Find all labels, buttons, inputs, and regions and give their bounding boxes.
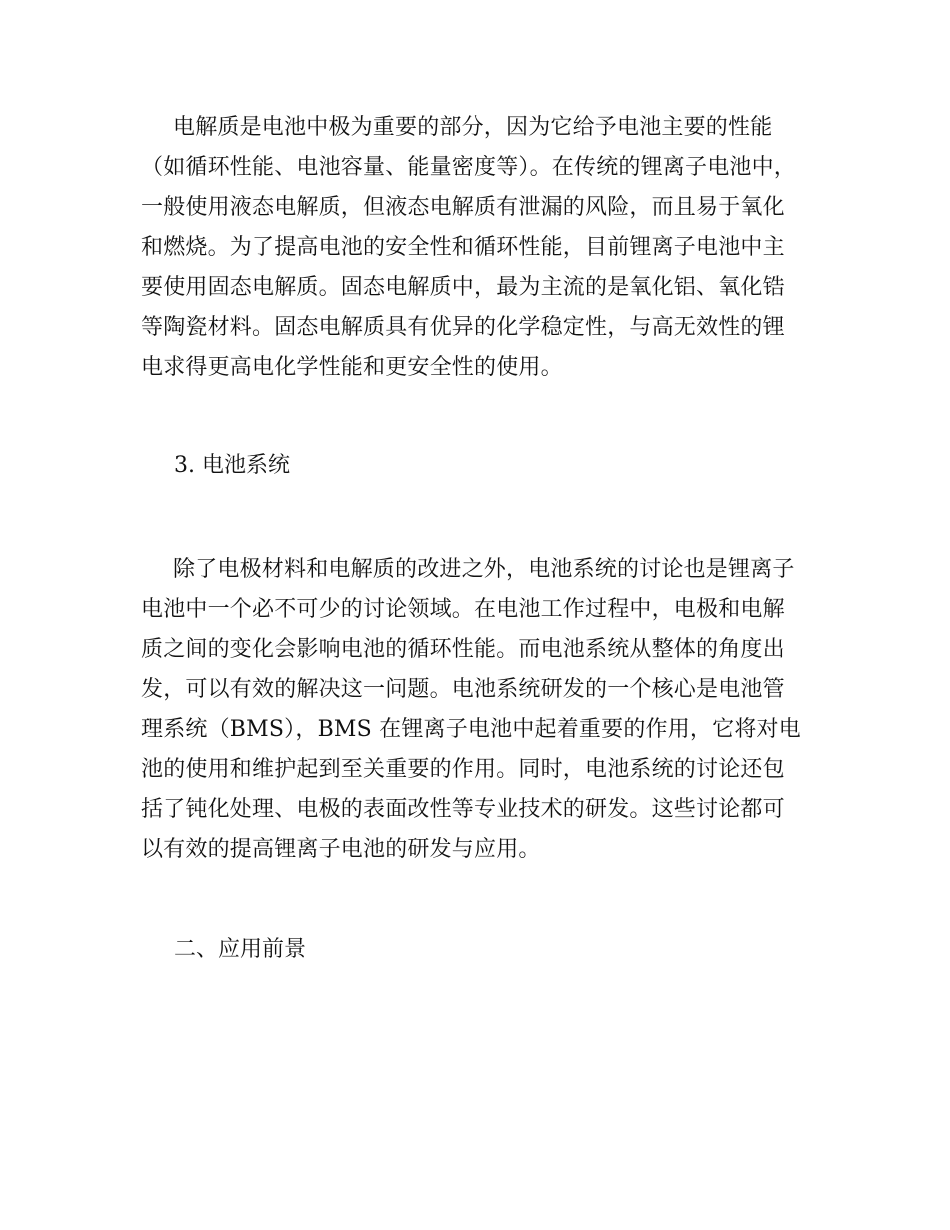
section-heading: 二、应用前景 [174,937,307,962]
body-paragraph: 除了电极材料和电解质的改进之外，电池系统的讨论也是锂离子电池中一个必不可少的讨论领域。在电池工作过程中，电极和电解质之间的变化会影响电池的循环性能。而电池系统从整体的角度出发，可以有效的解决这一问题。电池系统研发的一个核心是电池管理系统（BMS），BMS 在锂离子电池中起着重要的作用，它将对电池的使用和维护起到至关重要的作用。同时，电池系统的讨论还包括了钝化处理、电极的表面改性等专业技术的研发。这些讨论都可以有效的提高锂离子电池的研发与应用。 [141,557,801,862]
body-paragraph: 电解质是电池中极为重要的部分，因为它给予电池主要的性能（如循环性能、电池容量、能量密度等）。在传统的锂离子电池中，一般使用液态电解质，但液态电解质有泄漏的风险，而且易于氧化和燃烧。为了提高电池的安全性和循环性能，目前锂离子电池中主要使用固态电解质。固态电解质中，最为主流的是氧化铝、氧化锆等陶瓷材料。固态电解质具有优异的化学稳定性，与高无效性的锂电求得更高电化学性能和更安全性的使用。 [141,115,797,380]
section-heading: 3. 电池系统 [174,453,290,478]
